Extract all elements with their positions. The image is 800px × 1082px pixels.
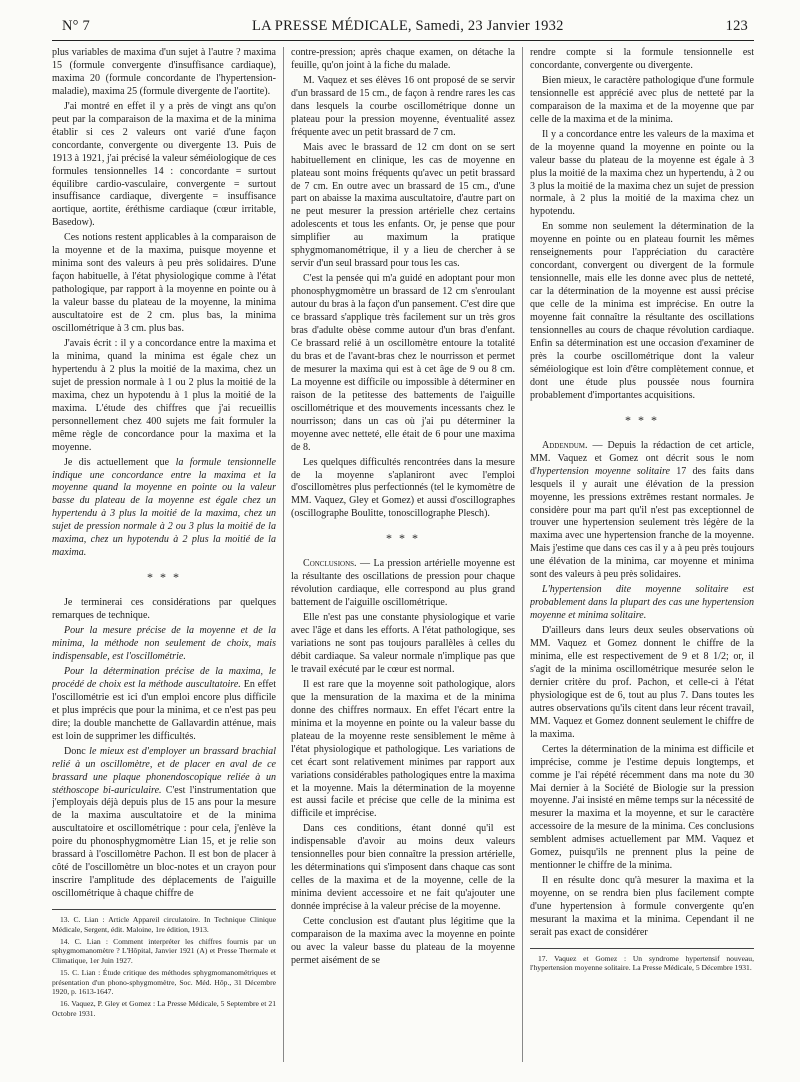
text-run: Je dis actuellement que — [64, 456, 176, 468]
paragraph — [52, 746, 276, 901]
paragraph: M. Vaquez et ses élèves 16 ont proposé de se servir d'un brassard de 15 cm., de façon à rendre rares les cas dans lesquels la courbe oscillométrique donne un plateau pour la pression moyenne, éventualité assez fréquente avec un petit brassard de 7 cm. — [291, 74, 515, 138]
section-asterism: * * * — [147, 570, 181, 585]
paragraph: Mais avec le brassard de 12 cm dont on se sert habituellement en clinique, les cas de moyenne en plateau sont moins fréquents qu'avec un petit brassard de 7 cm. En outre avec un brassard de 15 cm., d'une part on abaisse la maxima auscultatoire, d'autre part on ne peut mesurer la pression artérielle chez certains adolescents et tous les enfants. Or, je pense que pour simplifier au maximum la pratique sphygmomanométrique, il y a lieu de chercher à se servir d'un seul brassard pour tous les cas. — [291, 141, 515, 270]
paragraph: Il en résulte donc qu'à mesurer la maxima et la moyenne, on se rendra bien plus facilement compte d'une hypertension à formule convergente qu'en mesurant la maxima et la minima. Cependant il ne serait pas exact de considérer — [530, 875, 754, 938]
text-run: — Depuis la rédaction de cet article, MM. Vaquez et Gomez ont décrit sous le nom d' — [530, 439, 754, 477]
paragraph: Il y a concordance entre les valeurs de la maxima et de la moyenne quand la moyenne en pointe ou la valeur basse du plateau de la moyenne est égale à 3 plus la moitié de la maxima chez un hypertendu, à 2 ou 3 plus la moitié de la maxima chez un sujet de pression normale, à 2 plus la moitié de la maxima chez un hypotendu. — [530, 128, 754, 218]
paragraph: Je terminerai ces considérations par quelques remarques de technique. — [52, 597, 276, 622]
paragraph: Les quelques difficultés rencontrées dans la mesure de la moyenne s'aplaniront avec l'emploi d'oscillomètres plus perfectionnés (tel le kymomètre de MM. Vaquez, Gley et Gomez) et aussi d'oscillographes (oscillographe Boulitte, tonoscillographe Plesch). — [291, 456, 515, 520]
paragraph: Il est rare que la moyenne soit pathologique, alors que la mensuration de la maxima et de la minima donne des chiffres normaux. En effet l'écart entre la minima et la moyenne en pointe ou la valeur basse du plateau de la moyenne reste sensiblement le même à l'état physiologique et pathologique. Les variations de cet écart sont relativement minimes par rapport aux variations considérables pathologiques entre la maxima et la moyenne. Mais la détermination de la moyenne est aussi facile et précise que celle de la minima est difficile et imprécise. — [291, 678, 515, 820]
text-run: C'est l'instrumentation que j'employais déjà depuis plus de 15 ans pour la mesure de la maxima auscultatoire et de la minima auscultatoire et oscillométrique : pour cela, j'enlève la poire du phonosphygmomètre Lian 15, et je relie son brassard à l'oscillomètre Pachon. Il est bon de placer à côté de l'oscillomètre un bloc-notes et un crayon pour inscrire l'amplitude des déplacements de l'aiguille oscillométrique à chaque chiffre de — [52, 784, 276, 900]
column-right — [530, 47, 754, 1062]
footnote-16: 16. Vaquez, P. Gley et Gomez : La Presse Médicale, 5 Septembre et 21 Octobre 1931. — [52, 999, 276, 1018]
column-middle — [291, 47, 515, 1062]
section-asterism: * * * — [625, 412, 659, 427]
footnotes — [530, 948, 754, 973]
text-run: Donc — [64, 745, 90, 757]
section-heading: Conclusions. — [303, 558, 357, 570]
section-heading: Addendum. — [542, 439, 588, 451]
header-rule — [52, 40, 754, 41]
footnote-14: 14. C. Lian : Comment interpréter les chiffres fournis par un sphygmomanomètre ? L'Hôpital, Janvier 1921 (A) et Presse Thermale et Climatique, 1er Juin 1927. — [52, 936, 276, 965]
paragraph: J'ai montré en effet il y a près de vingt ans qu'on peut par la comparaison de la maxima et de la minima établir si ces 2 valeurs ont varié d'une façon concordante, convergente ou divergente 13. Puis de 1913 à 1921, j'ai précisé la valeur séméiologique de ces formules tensionnelles 14 : concordante = surtout équilibre cardio-vasculaire, convergente = surtout insuffisance cardiaque, divergente = insuffisance aortique, aortite, éréthisme cardiaque (cœur irritable, Basedow). — [52, 100, 276, 229]
emphasis-text: hypertension moyenne solitaire — [536, 465, 670, 477]
paragraph: C'est la pensée qui m'a guidé en adoptant pour mon phonosphygmomètre un brassard de 12 cm s'enroulant autour du bras à la façon d'un pansement. C'est dire que ce brassard s'applique très facilement sur un très gros bras d'adulte obèse comme autour d'un bras d'enfant. Ce brassard relié à un oscillomètre entoure la totalité du bras et de l'avant-bras chez le nourrisson et permet de mesurer la maxima qui est à cet âge de 9 ou 8 cm. La moyenne est difficile ou impossible à déterminer en raison de la petitesse des battements de l'aiguille oscillométrique et des mouvements incessants chez le nourrisson; dans un cas où j'ai pu déterminer la moyenne avec netteté, elle était de 6 pour une maxima de 8. — [291, 273, 515, 453]
emphasis-text: L'hypertension dite moyenne solitaire est probablement dans la plupart des cas une hypertension moyenne et minima solitaire. — [530, 584, 754, 622]
paragraph: rendre compte si la formule tensionnelle est concordante, convergente ou divergente. — [530, 47, 754, 71]
paragraph — [52, 625, 276, 664]
paragraph: Ces notions restent applicables à la comparaison de la moyenne et de la maxima, puisque moyenne et minima sont des valeurs à peu près solidaires. D'une façon habituelle, à l'état physiologique comme à l'état pathologique, par rapport à la moyenne en pointe ou à la valeur basse du plateau de la moyenne, la minima auscultatoire est de 2 cm. plus bas, la minima oscillométrique à 3 cm. plus bas. — [52, 232, 276, 335]
footnote-17: 17. Vaquez et Gomez : Un syndrome hypertensif nouveau, l'hypertension moyenne solitaire. La Presse Médicale, 5 Décembre 1931. — [530, 953, 754, 973]
emphasis-text: Pour la mesure précise de la moyenne et de la minima, la méthode non seulement de choix, mais indispensable, est l'oscillométrie. — [52, 625, 276, 662]
page-header — [52, 18, 754, 35]
section-asterism: * * * — [386, 531, 420, 546]
paragraph — [530, 584, 754, 623]
footnotes — [52, 909, 276, 1018]
paragraph — [52, 666, 276, 744]
paragraph: J'avais écrit : il y a concordance entre la maxima et la minima, quand la minima est égale chez un hypertendu à 2 plus la moitié de la maxima, chez un sujet de pression normale à 1 ou 2 plus la moitié de la maxima, chez un hypotendu à 1 plus la moitié de la maxima. L'étude des chiffres que j'ai recueillis personnellement chez 400 sujets me fait formuler la même règle de concordance pour la maxima et la moyenne. — [52, 337, 276, 453]
paragraph — [291, 558, 515, 610]
issue-number: N° 7 — [62, 18, 90, 34]
column-divider — [283, 47, 284, 1062]
paragraph: D'ailleurs dans leurs deux seules observations où MM. Vaquez et Gomez donnent le chiffre de la minima, elle est respectivement de 9 et 8 1/2; or, il s'agit de la minima oscillométrique mesurée selon le dernier critère du prof. Pachon, et celle-ci à l'état physiologique est de 6, tout au plus 7. Dans toutes les autres observations qu'ils citent dans leur récent travail, MM. Vaquez et Gomez donnent seulement le chiffre de la maxima. — [530, 625, 754, 740]
paragraph: En somme non seulement la détermination de la moyenne en pointe ou en plateau fournit les mêmes renseignements pour l'appréciation du caractère concordant, convergent ou divergent de la formule tensionnelle, mais elle les donne avec plus de netteté, car la détermination de la moyenne est aussi précise que celle de la minima est imprécise. En outre la moyenne fait connaître la résultante des oscillations tensionnelles au cours de chaque révolution cardiaque. Enfin sa détermination est une occasion d'examiner de près la courbe oscillométrique dont la valeur séméiologique est loin d'être complètement connue, et dont une étude plus poussée nous fournira probablement d'importantes acquisitions. — [530, 221, 754, 401]
paragraph: Dans ces conditions, étant donné qu'il est indispensable d'avoir au moins deux valeurs tensionnelles pour bien connaître la pression artérielle, les déterminations qui s'imposent dans chaque cas sont celles de la maxima et de la moyenne, celle de la minima devient accessoire et ne fait qu'ajouter une donnée imprécise à la valeur précise de la moyenne. — [291, 823, 515, 913]
text-run: En effet l'oscillométrie est ici d'un emploi encore plus difficile et plus imprécis que pour la minima, et ce n'est pas peu dire; la double manchette de Gallavardin atténue, mais est loin de supprimer les difficultés. — [52, 678, 276, 742]
paragraph: plus variables de maxima d'un sujet à l'autre ? maxima 15 (formule convergente d'insuffisance cardiaque), maxima 20 (formule concordante de l'hypertension-maladie), maxima 25 (formule divergente de l'aortite). — [52, 47, 276, 97]
journal-title: LA PRESSE MÉDICALE, Samedi, 23 Janvier 1932 — [252, 18, 564, 34]
text-columns — [52, 47, 754, 1062]
paragraph: Certes la détermination de la minima est difficile et imprécise, comme je l'estime depuis longtemps, et comme je l'ai répété récemment dans ma note du 30 Mai dernier à la Société de Biologie sur la pression moyenne. J'ai insisté en même temps sur la nécessité de mesurer la maxima et la moyenne, et sur le caractère accessoire de la mesure de la minima. Ces conclusions semblent admises actuellement par MM. Vaquez et Gomez, puisqu'ils ne prennent plus la peine de mentionner le chiffre de la minima. — [530, 743, 754, 872]
paragraph: contre-pression; après chaque examen, on détache la feuille, qu'on joint à la fiche du malade. — [291, 47, 515, 71]
emphasis-text: Pour la détermination précise de la maxima, le procédé de choix est la méthode auscultatoire. — [52, 665, 276, 690]
paragraph — [52, 457, 276, 561]
emphasis-text: le mieux est d'employer un brassard brachial relié à un oscillomètre, et de placer en aval de ce brassard une plaque phonendoscopique reliée à un stéthoscope bi-auriculaire. — [52, 745, 276, 796]
column-divider — [522, 47, 523, 1062]
paragraph — [530, 440, 754, 582]
column-left — [52, 47, 276, 1062]
emphasis-text: la formule tensionnelle indique une concordance entre la maxima et la moyenne quand la moyenne en pointe ou la valeur basse du plateau de la moyenne est égale chez un hypertendu à 3 plus la moitié de la maxima, chez un sujet de pression normale à 2 ou 3 plus la moitié de la maxima, chez un hypotendu à 2 plus la moitié de la maxima. — [52, 456, 276, 559]
text-run: 17 des faits dans lesquels il y aurait une élévation de la pression moyenne, les pressions extrêmes restant normales. Je considère pour ma part qu'il n'est pas exceptionnel de trouver une hypertension seulement très légère de la maxima avec une hypertension franche de la moyenne. Mais j'estime que dans ces cas il y a à peu près toujours une élévation de la minima, car moyenne et minima sont des valeurs à peu près solidaires. — [530, 465, 754, 581]
paragraph: Bien mieux, le caractère pathologique d'une formule tensionnelle est apprécié avec plus de netteté par la comparaison de la maxima et de la moyenne que par celle de la maxima et de la minima. — [530, 74, 754, 125]
footnote-13: 13. C. Lian : Article Appareil circulatoire. In Technique Clinique Médicale, Sergent, édit. Maloine, 1re édition, 1913. — [52, 915, 276, 934]
paragraph: Cette conclusion est d'autant plus légitime que la comparaison de la maxima avec la moyenne en pointe ou avec la valeur basse du plateau de la moyenne permet aisément de se — [291, 916, 515, 966]
paragraph: Elle n'est pas une constante physiologique et varie avec l'âge et dans les efforts. A l'état pathologique, ses variations ne sont pas toujours parallèles à celles du débit cardiaque. Sa valeur normale n'implique pas que le travail exécuté par le cœur est normal. — [291, 612, 515, 675]
page-number: 123 — [725, 18, 748, 34]
footnote-15: 15. C. Lian : Étude critique des méthodes sphygmomanométriques et présentation d'un phono-sphygmomètre, Soc. Méd. Hôp., 31 Décembre 1920, p. 1613-1647. — [52, 968, 276, 996]
text-run: — La pression artérielle moyenne est la résultante des oscillations de pression pour chaque révolution cardiaque, elle correspond au plus grand battement de l'aiguille oscillométrique. — [291, 558, 515, 609]
